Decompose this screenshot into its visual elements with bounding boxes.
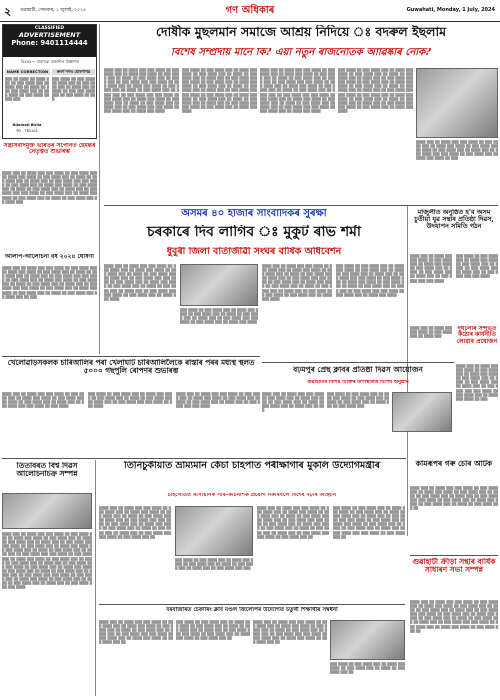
left-article-1-body: ▒▒▒▒ ▒▒▒ ▒▒ ▒▒▒▒ ▒▒▒ ▒▒▒ ▒▒▒▒ ▒▒ ▒▒▒ ▒▒▒▒ ▒▒▒ ▒▒ ▒▒▒▒ ▒▒▒ ▒▒▒▒ ▒▒ ▒▒▒ ▒▒▒▒ ▒▒▒ ▒▒ ▒▒▒▒ ▒▒ ▒▒▒ ▒▒▒▒ ▒▒▒ ▒▒ ▒▒▒▒ ▒▒▒ ▒▒ ▒▒▒ ▒▒▒▒ ▒▒▒ ▒▒▒ ▒▒▒▒ ▒▒ ▒▒▒ ▒▒▒▒ ▒▒▒ ▒▒ ▒▒▒▒ ▒▒▒ ▒▒▒▒ ▒▒ ▒▒▒ ▒▒▒▒ ▒▒▒ ▒▒ ▒▒▒▒ ▒▒ ▒▒▒ ▒▒▒▒ ▒▒▒ ▒▒ ▒▒▒▒ ▒▒▒ ▒▒ ▒▒▒ ▒▒▒▒ ▒▒▒ ▒▒▒ ▒▒▒▒ ▒▒ ▒▒▒ ▒▒▒▒ ▒▒▒ ▒▒ ▒▒▒▒ ▒▒▒ ▒▒▒▒ ▒▒ ▒▒▒ ▒▒▒▒ ▒▒▒ ▒▒ ▒▒▒▒ ▒▒ ▒▒▒ ▒▒▒▒ ▒▒▒ ▒▒ ▒▒▒▒ ▒▒▒ <box>2 171 97 204</box>
bottom-center-col-2: ▒▒▒ ▒▒▒▒ ▒▒ ▒▒▒ ▒▒▒▒ ▒▒▒ ▒▒ ▒▒▒▒ ▒▒▒ ▒▒▒▒ ▒▒ ▒▒▒ ▒▒▒▒ ▒▒▒ ▒▒ ▒▒▒▒ ▒▒ ▒▒▒ ▒▒▒▒ ▒▒▒ ▒▒ ▒▒▒▒ ▒▒▒ ▒▒ ▒▒▒ ▒▒▒▒ ▒▒▒ ▒▒▒ <box>175 558 253 571</box>
main-subheadline: বিশেষ সম্প্ৰদায় মানে কি? এয়া নতুন ৰাজনৈতিক আৱিষ্কাৰ নেকি? <box>170 48 432 58</box>
bottom-left-title: তিতাবৰত বিশ্ব দিৱস আলোচনাচক্ৰ সম্পন্ন <box>16 462 78 478</box>
left-article-2-title: আলাপ-আলোচনা বৰ্ষ ২০২৪ ঘোষণা <box>4 254 95 260</box>
center-kicker: অসমৰ ৪০ হাজাৰ সাংবাদিকৰ সুৰক্ষা <box>181 209 327 219</box>
press-club-title: বঢ়মপুৰ প্ৰেছ ক্লাবৰ প্ৰতিষ্ঠা দিৱস আয়োজন <box>293 366 423 374</box>
bottom-left-photo <box>2 493 92 529</box>
right-col-body-2: ▒▒▒ ▒▒▒▒ ▒▒ ▒▒▒ ▒▒▒▒ ▒▒▒ ▒▒ ▒▒▒▒ ▒▒▒ ▒▒▒▒ ▒▒ ▒▒▒ ▒▒▒▒ ▒▒▒ ▒▒ ▒▒▒▒ ▒▒ ▒▒▒ ▒▒▒▒ ▒▒▒ ▒▒ ▒▒▒▒ ▒▒▒ ▒▒ ▒▒▒ ▒▒▒▒ ▒▒▒ ▒▒▒ ▒▒▒▒ <box>456 254 498 279</box>
bottom-center-headline: তিনিচুকীয়াত ভ্ৰাম্যমান কেঁচা চাহপাত পৰীক্ষাগাৰ মুকলি উদ্যোগমন্ত্ৰীৰ <box>124 461 380 471</box>
bottom-strip-col-3: ▒▒▒▒ ▒▒▒ ▒▒ ▒▒▒▒ ▒▒▒ ▒▒▒ ▒▒▒▒ ▒▒ ▒▒▒ ▒▒▒▒ ▒▒▒ ▒▒ ▒▒▒▒ ▒▒▒ ▒▒▒▒ ▒▒ ▒▒▒ ▒▒▒▒ ▒▒▒ ▒▒ ▒▒▒▒ ▒▒ ▒▒▒ ▒▒▒▒ ▒▒▒ ▒▒ ▒▒▒▒ ▒▒▒ ▒▒ ▒▒▒ ▒▒▒▒ ▒▒▒ ▒▒▒ ▒▒▒▒ ▒▒ ▒▒▒ ▒▒▒▒ ▒▒▒ ▒▒ ▒▒▒▒ ▒▒▒ ▒▒▒▒ ▒▒ ▒▒▒ ▒▒▒▒ ▒▒▒ ▒▒ <box>253 620 327 645</box>
bottom-strip-col-2: ▒▒▒ ▒▒▒▒ ▒▒ ▒▒▒ ▒▒▒▒ ▒▒▒ ▒▒ ▒▒▒▒ ▒▒▒ ▒▒▒▒ ▒▒ ▒▒▒ ▒▒▒▒ ▒▒▒ ▒▒ ▒▒▒▒ ▒▒ ▒▒▒ ▒▒▒▒ ▒▒▒ ▒▒ ▒▒▒▒ ▒▒▒ ▒▒ ▒▒▒ ▒▒▒▒ ▒▒▒ ▒▒▒ ▒▒▒▒ ▒▒ ▒▒▒ ▒▒▒▒ ▒▒▒ ▒▒ ▒▒▒▒ ▒▒▒ ▒▒▒▒ ▒▒ ▒▒▒ ▒▒▒▒ ▒▒▒ ▒▒ <box>176 620 250 641</box>
middle-strip-col-2: ▒▒▒ ▒▒▒▒ ▒▒ ▒▒▒ ▒▒▒▒ ▒▒▒ ▒▒ ▒▒▒▒ ▒▒▒ ▒▒▒▒ ▒▒ ▒▒▒ ▒▒▒▒ ▒▒▒ ▒▒ ▒▒▒▒ ▒▒ ▒▒▒ ▒▒▒▒ ▒▒▒ ▒▒ ▒▒▒▒ ▒▒▒ ▒▒ ▒▒▒ ▒▒▒▒ ▒▒▒ ▒▒▒ ▒▒▒▒ ▒▒ ▒▒▒ ▒▒▒▒ <box>88 392 172 409</box>
right-brief-1-title: দুৰ্ঘটনাৰ সন্দৰ্ভত কঠোৰ কাৰ্যনীতি লোৱাৰ প্ৰয়োজন <box>456 326 498 345</box>
bottom-center-photo <box>175 506 253 556</box>
middle-strip-col-1: ▒▒▒▒ ▒▒▒ ▒▒ ▒▒▒▒ ▒▒▒ ▒▒▒ ▒▒▒▒ ▒▒ ▒▒▒ ▒▒▒▒ ▒▒▒ ▒▒ ▒▒▒▒ ▒▒▒ ▒▒▒▒ ▒▒ ▒▒▒ ▒▒▒▒ ▒▒▒ ▒▒ ▒▒▒▒ ▒▒ ▒▒▒ ▒▒▒▒ ▒▒▒ ▒▒ ▒▒▒▒ ▒▒▒ ▒▒ ▒▒▒ ▒▒▒▒ ▒▒▒ ▒▒▒ ▒▒▒▒ ▒▒ ▒▒▒ ▒▒▒▒ <box>2 392 84 409</box>
date-left: গুৱাহাটী, সোমবাৰ, ১ জুলাই, ২০২৪ <box>20 8 86 13</box>
main-article-photo <box>416 68 498 138</box>
main-article-col-5: ▒▒▒▒ ▒▒▒ ▒▒ ▒▒▒▒ ▒▒▒ ▒▒▒ ▒▒▒▒ ▒▒ ▒▒▒ ▒▒▒▒ ▒▒▒ ▒▒ ▒▒▒▒ ▒▒▒ ▒▒▒▒ ▒▒ ▒▒▒ ▒▒▒▒ ▒▒▒ ▒▒ ▒▒▒▒ ▒▒ ▒▒▒ ▒▒▒▒ ▒▒▒ ▒▒ ▒▒▒▒ ▒▒▒ ▒▒ ▒▒▒ ▒▒▒▒ ▒▒▒ ▒▒▒ ▒▒▒▒ ▒▒ ▒▒▒ ▒▒▒▒ ▒▒▒ ▒▒ ▒▒▒▒ ▒▒▒ ▒▒▒▒ ▒▒ ▒▒▒ <box>416 140 498 161</box>
bottom-strip-photo <box>330 620 405 660</box>
date-right: Guwahati, Monday, 1 July, 2024 <box>406 7 495 13</box>
main-article-col-4: ▒▒▒ ▒▒▒▒ ▒▒ ▒▒▒ ▒▒▒▒ ▒▒▒ ▒▒ ▒▒▒▒ ▒▒▒ ▒▒▒▒ ▒▒ ▒▒▒ ▒▒▒▒ ▒▒▒ ▒▒ ▒▒▒▒ ▒▒ ▒▒▒ ▒▒▒▒ ▒▒▒ ▒▒ ▒▒▒▒ ▒▒▒ ▒▒ ▒▒▒ ▒▒▒▒ ▒▒▒ ▒▒▒ ▒▒▒▒ ▒▒ ▒▒▒ ▒▒▒▒ ▒▒▒ ▒▒ ▒▒▒▒ ▒▒▒ ▒▒▒▒ ▒▒ ▒▒▒ ▒▒▒▒ ▒▒▒ ▒▒ ▒▒▒▒ ▒▒ ▒▒▒ ▒▒▒▒ ▒▒▒ ▒▒ ▒▒▒▒ ▒▒▒ ▒▒ ▒▒▒ ▒▒▒▒ ▒▒▒ ▒▒▒ ▒▒▒▒ ▒▒ ▒▒▒ ▒▒▒▒ ▒▒▒ ▒▒ ▒▒▒▒ ▒▒▒ ▒▒▒▒ ▒▒ ▒▒▒ ▒▒▒▒ ▒▒▒ ▒▒ ▒▒▒▒ ▒▒ ▒▒▒ ▒▒▒▒ ▒▒▒ ▒▒ ▒▒▒▒ ▒▒▒ ▒▒ ▒▒▒ ▒▒▒▒ ▒▒▒ ▒▒▒ ▒▒▒▒ ▒▒ ▒▒▒ ▒▒▒▒ ▒▒▒ ▒▒ ▒▒▒▒ ▒▒▒ ▒▒▒▒ <box>338 68 413 113</box>
classified-body: ▒▒▒ ▒▒ ▒▒▒▒ ▒▒ ▒▒▒▒ ▒▒▒ ▒▒ ▒▒▒ ▒▒▒▒ ▒▒▒ ▒▒ ▒▒▒▒ ▒▒▒ ▒▒ ▒▒▒▒ ▒▒ ▒▒▒ ▒▒▒ ▒▒▒▒ ▒▒▒ ▒▒ ▒▒▒ ▒▒▒▒ ▒▒ ▒▒▒ ▒▒▒▒ ▒▒ ▒▒▒ ▒▒▒ <box>5 77 49 102</box>
bottom-center-col-4: ▒▒▒ ▒▒▒▒ ▒▒ ▒▒▒ ▒▒▒▒ ▒▒▒ ▒▒ ▒▒▒▒ ▒▒▒ ▒▒▒▒ ▒▒ ▒▒▒ ▒▒▒▒ ▒▒▒ ▒▒ ▒▒▒▒ ▒▒ ▒▒▒ ▒▒▒▒ ▒▒▒ ▒▒ ▒▒▒▒ ▒▒▒ ▒▒ ▒▒▒ ▒▒▒▒ ▒▒▒ ▒▒▒ ▒▒▒▒ ▒▒ ▒▒▒ ▒▒▒▒ ▒▒▒ ▒▒ ▒▒▒▒ ▒▒▒ ▒▒▒▒ ▒▒ ▒▒▒ ▒▒▒▒ ▒▒▒ ▒▒ ▒▒▒▒ ▒▒ ▒▒▒ ▒▒▒▒ ▒▒▒ ▒▒ ▒▒▒▒ ▒▒▒ ▒▒ ▒▒▒ ▒▒▒▒ ▒▒▒ ▒▒▒ ▒▒▒▒ ▒▒ ▒▒▒ ▒▒▒▒ ▒▒▒ ▒▒ <box>333 506 405 539</box>
center-photo <box>180 264 258 306</box>
center-col-4: ▒▒▒ ▒▒▒▒ ▒▒ ▒▒▒ ▒▒▒▒ ▒▒▒ ▒▒ ▒▒▒▒ ▒▒▒ ▒▒▒▒ ▒▒ ▒▒▒ ▒▒▒▒ ▒▒▒ ▒▒ ▒▒▒▒ ▒▒ ▒▒▒ ▒▒▒▒ ▒▒▒ ▒▒ ▒▒▒▒ ▒▒▒ ▒▒ ▒▒▒ ▒▒▒▒ ▒▒▒ ▒▒▒ ▒▒▒▒ ▒▒ ▒▒▒ ▒▒▒▒ ▒▒▒ ▒▒ ▒▒▒▒ ▒▒▒ ▒▒▒▒ ▒▒ ▒▒▒ ▒▒▒▒ ▒▒▒ ▒▒ ▒▒▒▒ ▒▒ ▒▒▒ ▒▒▒▒ ▒▒▒ ▒▒ ▒▒▒▒ ▒▒▒ ▒▒ ▒▒▒ ▒▒▒▒ ▒▒▒ ▒▒▒ ▒▒▒▒ ▒▒ ▒▒▒ ▒▒▒▒ ▒▒▒ ▒▒ ▒▒▒▒ ▒▒▒ ▒▒▒▒ <box>336 264 404 297</box>
bottom-center-subhead: চাহখেতিত ৰাসায়নিক সাৰ-কীটনাশক প্ৰয়োগ নকৰিবলৈ বিশেষ বঢ়াৰ আহ্বান <box>167 493 337 498</box>
center-col-2: ▒▒▒ ▒▒▒▒ ▒▒ ▒▒▒ ▒▒▒▒ ▒▒▒ ▒▒ ▒▒▒▒ ▒▒▒ ▒▒▒▒ ▒▒ ▒▒▒ ▒▒▒▒ ▒▒▒ ▒▒ ▒▒▒▒ ▒▒ ▒▒▒ ▒▒▒▒ ▒▒▒ ▒▒ ▒▒▒▒ ▒▒▒ ▒▒ ▒▒▒ ▒▒▒▒ ▒▒▒ ▒▒▒ ▒▒▒▒ ▒▒ ▒▒▒ ▒▒▒▒ ▒▒▒ ▒▒ ▒▒▒▒ ▒▒▒ ▒▒▒▒ <box>180 308 258 325</box>
classified-ad-label: ADVERTISEMENT <box>18 31 81 39</box>
bottom-center-col-3: ▒▒▒▒ ▒▒▒ ▒▒ ▒▒▒▒ ▒▒▒ ▒▒▒ ▒▒▒▒ ▒▒ ▒▒▒ ▒▒▒▒ ▒▒▒ ▒▒ ▒▒▒▒ ▒▒▒ ▒▒▒▒ ▒▒ ▒▒▒ ▒▒▒▒ ▒▒▒ ▒▒ ▒▒▒▒ ▒▒ ▒▒▒ ▒▒▒▒ ▒▒▒ ▒▒ ▒▒▒▒ ▒▒▒ ▒▒ ▒▒▒ ▒▒▒▒ ▒▒▒ ▒▒▒ ▒▒▒▒ ▒▒ ▒▒▒ ▒▒▒▒ ▒▒▒ ▒▒ ▒▒▒▒ ▒▒▒ ▒▒▒▒ ▒▒ ▒▒▒ ▒▒▒▒ ▒▒▒ ▒▒ ▒▒▒▒ ▒▒ ▒▒▒ ▒▒▒▒ ▒▒▒ ▒▒ ▒▒▒▒ ▒▒▒ ▒▒ ▒▒▒ ▒▒▒▒ ▒▒▒ ▒▒▒ ▒▒▒▒ ▒▒ ▒▒▒ ▒▒▒▒ ▒▒▒ ▒▒ <box>257 506 329 539</box>
classified-phone: Phone: 9401114444 <box>11 39 88 47</box>
right-col-body-3: ▒▒▒▒ ▒▒▒ ▒▒ ▒▒▒▒ ▒▒▒ ▒▒▒ ▒▒▒▒ ▒▒ ▒▒▒ ▒▒▒▒ ▒▒▒ ▒▒ ▒▒▒▒ ▒▒▒ <box>410 326 452 339</box>
classified-title: CLASSIFIED <box>34 26 65 31</box>
center-headline: চৰকাৰে দিব লাগিব ঃ মুকুট ৰাভ শৰ্মা <box>147 225 361 240</box>
kamrup-title: কামৰূপৰ গৰু চোৰ আটক <box>415 460 493 468</box>
middle-strip-col-3: ▒▒▒▒ ▒▒▒ ▒▒ ▒▒▒▒ ▒▒▒ ▒▒▒ ▒▒▒▒ ▒▒ ▒▒▒ ▒▒▒▒ ▒▒▒ ▒▒ ▒▒▒▒ ▒▒▒ ▒▒▒▒ ▒▒ ▒▒▒ ▒▒▒▒ ▒▒▒ ▒▒ ▒▒▒▒ ▒▒ ▒▒▒ ▒▒▒▒ ▒▒▒ ▒▒ ▒▒▒▒ ▒▒▒ ▒▒ ▒▒▒ ▒▒▒▒ ▒▒▒ ▒▒▒ ▒▒▒▒ <box>176 392 260 409</box>
page-header <box>0 0 500 22</box>
bottom-right-body: ▒▒▒▒ ▒▒▒ ▒▒ ▒▒▒▒ ▒▒▒ ▒▒▒ ▒▒▒▒ ▒▒ ▒▒▒ ▒▒▒▒ ▒▒▒ ▒▒ ▒▒▒▒ ▒▒▒ ▒▒▒▒ ▒▒ ▒▒▒ ▒▒▒▒ ▒▒▒ ▒▒ ▒▒▒▒ ▒▒ ▒▒▒ ▒▒▒▒ ▒▒▒ ▒▒ ▒▒▒▒ ▒▒▒ ▒▒ ▒▒▒ ▒▒▒▒ ▒▒▒ ▒▒▒ ▒▒▒▒ ▒▒ ▒▒▒ ▒▒▒▒ ▒▒▒ ▒▒ ▒▒▒▒ ▒▒▒ ▒▒▒▒ ▒▒ ▒▒▒ ▒▒▒▒ ▒▒▒ ▒▒ ▒▒▒▒ ▒▒ ▒▒▒ ▒▒▒▒ ▒▒▒ ▒▒ ▒▒▒▒ ▒▒▒ ▒▒ ▒▒▒ ▒▒▒▒ ▒▒▒ ▒▒▒ ▒▒▒▒ ▒▒ ▒▒▒ ▒▒▒▒ ▒▒▒ ▒▒ ▒▒▒▒ ▒▒▒ ▒▒▒▒ ▒▒ ▒▒▒ ▒▒▒▒ ▒▒▒ ▒▒ <box>410 600 498 633</box>
left-article-1-title: সন্ত্ৰাসবাদমুক্ত ভাৰতৰ সপোনত হেমন্তৰ নেতৃত্বত শুভাৰম্ভ <box>3 143 96 156</box>
classified-header <box>3 25 96 57</box>
name-correction-title: NAME CORRECTION <box>6 69 49 74</box>
main-article-col-3: ▒▒▒▒ ▒▒▒ ▒▒ ▒▒▒▒ ▒▒▒ ▒▒▒ ▒▒▒▒ ▒▒ ▒▒▒ ▒▒▒▒ ▒▒▒ ▒▒ ▒▒▒▒ ▒▒▒ ▒▒▒▒ ▒▒ ▒▒▒ ▒▒▒▒ ▒▒▒ ▒▒ ▒▒▒▒ ▒▒ ▒▒▒ ▒▒▒▒ ▒▒▒ ▒▒ ▒▒▒▒ ▒▒▒ ▒▒ ▒▒▒ ▒▒▒▒ ▒▒▒ ▒▒▒ ▒▒▒▒ ▒▒ ▒▒▒ ▒▒▒▒ ▒▒▒ ▒▒ ▒▒▒▒ ▒▒▒ ▒▒▒▒ ▒▒ ▒▒▒ ▒▒▒▒ ▒▒▒ ▒▒ ▒▒▒▒ ▒▒ ▒▒▒ ▒▒▒▒ ▒▒▒ ▒▒ ▒▒▒▒ ▒▒▒ ▒▒ ▒▒▒ ▒▒▒▒ ▒▒▒ ▒▒▒ ▒▒▒▒ ▒▒ ▒▒▒ ▒▒▒▒ ▒▒▒ ▒▒ ▒▒▒▒ ▒▒▒ ▒▒▒▒ ▒▒ ▒▒▒ ▒▒▒▒ ▒▒▒ ▒▒ ▒▒▒▒ ▒▒ ▒▒▒ ▒▒▒▒ ▒▒▒ ▒▒ ▒▒▒▒ ▒▒▒ ▒▒ ▒▒▒ ▒▒▒▒ ▒▒▒ ▒▒▒ ▒▒▒▒ ▒▒ ▒▒▒ ▒▒▒▒ ▒▒▒ ▒▒ ▒▒▒▒ ▒▒▒ ▒▒▒▒ <box>260 68 335 113</box>
classified-subline: বিঃদ্ৰঃ— ৰাজহুৱা প্ৰকাশিত বিজ্ঞাপন <box>20 59 80 64</box>
press-club-photo <box>392 392 452 432</box>
right-brief-1-body: ▒▒▒▒ ▒▒▒ ▒▒ ▒▒▒▒ ▒▒▒ ▒▒▒ ▒▒▒▒ ▒▒ ▒▒▒ ▒▒▒▒ ▒▒▒ ▒▒ ▒▒▒▒ ▒▒▒ ▒▒▒▒ ▒▒ ▒▒▒ ▒▒▒▒ ▒▒▒ ▒▒ ▒▒▒▒ ▒▒ ▒▒▒ ▒▒▒▒ ▒▒▒ ▒▒ ▒▒▒▒ ▒▒▒ ▒▒ ▒▒▒ ▒▒▒▒ ▒▒▒ ▒▒▒ ▒▒▒▒ ▒▒ ▒▒▒ ▒▒▒▒ ▒▒▒ ▒▒ ▒▒▒▒ ▒▒▒ ▒▒▒▒ ▒▒ ▒▒▒ <box>456 364 498 401</box>
main-article-col-2: ▒▒▒ ▒▒▒▒ ▒▒ ▒▒▒ ▒▒▒▒ ▒▒▒ ▒▒ ▒▒▒▒ ▒▒▒ ▒▒▒▒ ▒▒ ▒▒▒ ▒▒▒▒ ▒▒▒ ▒▒ ▒▒▒▒ ▒▒ ▒▒▒ ▒▒▒▒ ▒▒▒ ▒▒ ▒▒▒▒ ▒▒▒ ▒▒ ▒▒▒ ▒▒▒▒ ▒▒▒ ▒▒▒ ▒▒▒▒ ▒▒ ▒▒▒ ▒▒▒▒ ▒▒▒ ▒▒ ▒▒▒▒ ▒▒▒ ▒▒▒▒ ▒▒ ▒▒▒ ▒▒▒▒ ▒▒▒ ▒▒ ▒▒▒▒ ▒▒ ▒▒▒ ▒▒▒▒ ▒▒▒ ▒▒ ▒▒▒▒ ▒▒▒ ▒▒ ▒▒▒ ▒▒▒▒ ▒▒▒ ▒▒▒ ▒▒▒▒ ▒▒ ▒▒▒ ▒▒▒▒ ▒▒▒ ▒▒ ▒▒▒▒ ▒▒▒ ▒▒▒▒ ▒▒ ▒▒▒ ▒▒▒▒ ▒▒▒ ▒▒ ▒▒▒▒ ▒▒ ▒▒▒ ▒▒▒▒ ▒▒▒ ▒▒ ▒▒▒▒ ▒▒▒ ▒▒ ▒▒▒ ▒▒▒▒ ▒▒▒ ▒▒▒ ▒▒▒▒ ▒▒ ▒▒▒ ▒▒▒▒ ▒▒▒ ▒▒ ▒▒▒▒ ▒▒▒ ▒▒▒▒ <box>182 68 257 113</box>
classified-name: Nijamati Biriia <box>12 123 42 127</box>
right-headline: মাজুলীত অনুষ্ঠিত হ'ব অসম চুতীয়া যুৱ সন্থাৰ প্ৰতিষ্ঠা দিৱস, উদযাপন সমিতি গঠন <box>414 209 494 230</box>
main-article-col-1: ▒▒▒▒ ▒▒▒ ▒▒ ▒▒▒▒ ▒▒▒ ▒▒▒ ▒▒▒▒ ▒▒ ▒▒▒ ▒▒▒▒ ▒▒▒ ▒▒ ▒▒▒▒ ▒▒▒ ▒▒▒▒ ▒▒ ▒▒▒ ▒▒▒▒ ▒▒▒ ▒▒ ▒▒▒▒ ▒▒ ▒▒▒ ▒▒▒▒ ▒▒▒ ▒▒ ▒▒▒▒ ▒▒▒ ▒▒ ▒▒▒ ▒▒▒▒ ▒▒▒ ▒▒▒ ▒▒▒▒ ▒▒ ▒▒▒ ▒▒▒▒ ▒▒▒ ▒▒ ▒▒▒▒ ▒▒▒ ▒▒▒▒ ▒▒ ▒▒▒ ▒▒▒▒ ▒▒▒ ▒▒ ▒▒▒▒ ▒▒ ▒▒▒ ▒▒▒▒ ▒▒▒ ▒▒ ▒▒▒▒ ▒▒▒ ▒▒ ▒▒▒ ▒▒▒▒ ▒▒▒ ▒▒▒ ▒▒▒▒ ▒▒ ▒▒▒ ▒▒▒▒ ▒▒▒ ▒▒ ▒▒▒▒ ▒▒▒ ▒▒▒▒ ▒▒ ▒▒▒ ▒▒▒▒ ▒▒▒ ▒▒ ▒▒▒▒ ▒▒ ▒▒▒ ▒▒▒▒ ▒▒▒ ▒▒ ▒▒▒▒ ▒▒▒ ▒▒ ▒▒▒ ▒▒▒▒ ▒▒▒ ▒▒▒ ▒▒▒▒ ▒▒ ▒▒▒ ▒▒▒▒ ▒▒▒ ▒▒ ▒▒▒▒ ▒▒▒ ▒▒▒▒ <box>104 68 179 113</box>
bottom-strip-headline: বৰবাজাৰত চেকাৰিং ক্লাব মণ্ডল জিলেপিৰ উদ্যোগত চতুৰ্থী শিক্ষাৰ্থীৰ সম্বৰ্ধনা <box>166 607 338 613</box>
affidavit-body: ▒▒▒ ▒▒▒▒ ▒▒ ▒▒▒ ▒▒▒▒ ▒▒ ▒▒▒▒ ▒▒▒ ▒▒ ▒▒▒ ▒▒▒▒ ▒▒▒ ▒▒ ▒▒▒▒ ▒▒▒ ▒▒ ▒▒▒▒ ▒▒ ▒▒▒ ▒▒▒ ▒▒▒▒ ▒▒▒ ▒▒ ▒▒▒ ▒▒▒▒ ▒▒ ▒▒▒ <box>52 77 95 102</box>
bottom-strip-col-1: ▒▒▒▒ ▒▒▒ ▒▒ ▒▒▒▒ ▒▒▒ ▒▒▒ ▒▒▒▒ ▒▒ ▒▒▒ ▒▒▒▒ ▒▒▒ ▒▒ ▒▒▒▒ ▒▒▒ ▒▒▒▒ ▒▒ ▒▒▒ ▒▒▒▒ ▒▒▒ ▒▒ ▒▒▒▒ ▒▒ ▒▒▒ ▒▒▒▒ ▒▒▒ ▒▒ ▒▒▒▒ ▒▒▒ ▒▒ ▒▒▒ ▒▒▒▒ ▒▒▒ ▒▒▒ ▒▒▒▒ ▒▒ ▒▒▒ ▒▒▒▒ ▒▒▒ ▒▒ ▒▒▒▒ ▒▒▒ ▒▒▒▒ ▒▒ ▒▒▒ ▒▒▒▒ ▒▒▒ ▒▒ <box>99 620 173 645</box>
bottom-left-body: ▒▒▒▒ ▒▒▒ ▒▒ ▒▒▒▒ ▒▒▒ ▒▒▒ ▒▒▒▒ ▒▒ ▒▒▒ ▒▒▒▒ ▒▒▒ ▒▒ ▒▒▒▒ ▒▒▒ ▒▒▒▒ ▒▒ ▒▒▒ ▒▒▒▒ ▒▒▒ ▒▒ ▒▒▒▒ ▒▒ ▒▒▒ ▒▒▒▒ ▒▒▒ ▒▒ ▒▒▒▒ ▒▒▒ ▒▒ ▒▒▒ ▒▒▒▒ ▒▒▒ ▒▒▒ ▒▒▒▒ ▒▒ ▒▒▒ ▒▒▒▒ ▒▒▒ ▒▒ ▒▒▒▒ ▒▒▒ ▒▒▒▒ ▒▒ ▒▒▒ ▒▒▒▒ ▒▒▒ ▒▒ ▒▒▒▒ ▒▒ ▒▒▒ ▒▒▒▒ ▒▒▒ ▒▒ ▒▒▒▒ ▒▒▒ ▒▒ ▒▒▒ ▒▒▒▒ ▒▒▒ ▒▒▒ ▒▒▒▒ ▒▒ ▒▒▒ ▒▒▒▒ ▒▒▒ ▒▒ ▒▒▒▒ ▒▒▒ ▒▒▒▒ ▒▒ ▒▒▒ ▒▒▒▒ ▒▒▒ ▒▒ ▒▒▒▒ ▒▒ ▒▒▒ ▒▒▒▒ ▒▒▒ ▒▒ ▒▒▒▒ ▒▒▒ ▒▒ ▒▒▒ ▒▒▒▒ ▒▒▒ ▒▒▒ ▒▒▒▒ ▒▒ ▒▒▒ ▒▒▒▒ ▒▒▒ ▒▒ ▒▒▒▒ ▒▒▒ ▒▒▒▒ ▒▒ ▒▒▒ ▒▒▒▒ ▒▒▒ ▒▒ ▒▒▒▒ ▒▒ ▒▒▒ ▒▒▒▒ ▒▒▒ ▒▒ ▒▒▒▒ ▒▒▒ ▒▒ ▒▒▒ ▒▒▒▒ ▒▒▒ ▒▒▒ ▒▒▒▒ ▒▒ ▒▒▒ ▒▒▒▒ ▒▒▒ ▒▒ ▒▒▒▒ ▒▒▒ ▒▒▒▒ ▒▒ ▒▒▒ ▒▒▒▒ ▒▒▒ ▒▒ ▒▒▒▒ ▒▒ ▒▒▒ ▒▒▒▒ ▒▒▒ ▒▒ ▒▒▒▒ ▒▒▒ ▒▒ ▒▒▒ ▒▒▒▒ ▒▒▒ ▒▒▒ ▒▒▒▒ <box>2 532 92 590</box>
kamrup-body: ▒▒▒▒ ▒▒▒ ▒▒ ▒▒▒▒ ▒▒▒ ▒▒▒ ▒▒▒▒ ▒▒ ▒▒▒ ▒▒▒▒ ▒▒▒ ▒▒ ▒▒▒▒ ▒▒▒ ▒▒▒▒ ▒▒ ▒▒▒ ▒▒▒▒ ▒▒▒ ▒▒ ▒▒▒▒ ▒▒ ▒▒▒ ▒▒▒▒ ▒▒▒ ▒▒ ▒▒▒▒ ▒▒▒ ▒▒ ▒▒▒ ▒▒▒▒ ▒▒▒ ▒▒▒ ▒▒▒▒ ▒▒ ▒▒▒ ▒▒▒▒ ▒▒▒ ▒▒ ▒▒▒▒ ▒▒▒ ▒▒▒▒ ▒▒ ▒▒▒ ▒▒▒▒ ▒▒▒ ▒▒ ▒▒▒▒ ▒▒ ▒▒▒ ▒▒▒▒ ▒▒▒ ▒▒ <box>410 486 498 511</box>
main-headline: দোষীক মুছলমান সমাজে আশ্ৰয় নিদিয়ে ঃ বদৰুল ইছলাম <box>155 25 447 39</box>
right-col-body-1: ▒▒▒▒ ▒▒▒ ▒▒ ▒▒▒▒ ▒▒▒ ▒▒▒ ▒▒▒▒ ▒▒ ▒▒▒ ▒▒▒▒ ▒▒▒ ▒▒ ▒▒▒▒ ▒▒▒ ▒▒▒▒ ▒▒ ▒▒▒ ▒▒▒▒ ▒▒▒ ▒▒ ▒▒▒▒ ▒▒ ▒▒▒ ▒▒▒▒ ▒▒▒ ▒▒ ▒▒▒▒ ▒▒▒ ▒▒ ▒▒▒ ▒▒▒▒ ▒▒▒ ▒▒▒ ▒▒▒▒ <box>410 254 452 283</box>
center-subhead: ধুবুৰী জিলা বাৰ্তাজীৱী সংঘৰ বাৰ্ষিক অধিবেশন <box>166 247 342 257</box>
bottom-center-col-1: ▒▒▒▒ ▒▒▒ ▒▒ ▒▒▒▒ ▒▒▒ ▒▒▒ ▒▒▒▒ ▒▒ ▒▒▒ ▒▒▒▒ ▒▒▒ ▒▒ ▒▒▒▒ ▒▒▒ ▒▒▒▒ ▒▒ ▒▒▒ ▒▒▒▒ ▒▒▒ ▒▒ ▒▒▒▒ ▒▒ ▒▒▒ ▒▒▒▒ ▒▒▒ ▒▒ ▒▒▒▒ ▒▒▒ ▒▒ ▒▒▒ ▒▒▒▒ ▒▒▒ ▒▒▒ ▒▒▒▒ ▒▒ ▒▒▒ ▒▒▒▒ ▒▒▒ ▒▒ ▒▒▒▒ ▒▒▒ ▒▒▒▒ ▒▒ ▒▒▒ ▒▒▒▒ ▒▒▒ ▒▒ ▒▒▒▒ ▒▒ ▒▒▒ ▒▒▒▒ ▒▒▒ ▒▒ ▒▒▒▒ ▒▒▒ ▒▒ ▒▒▒ ▒▒▒▒ ▒▒▒ ▒▒▒ ▒▒▒▒ ▒▒ ▒▒▒ ▒▒▒▒ ▒▒▒ ▒▒ <box>99 506 171 539</box>
page-number: ২ <box>4 5 12 17</box>
press-club-col-1: ▒▒▒▒ ▒▒▒ ▒▒ ▒▒▒▒ ▒▒▒ ▒▒▒ ▒▒▒▒ ▒▒ ▒▒▒ ▒▒▒▒ ▒▒▒ ▒▒ ▒▒▒▒ ▒▒▒ ▒▒▒▒ ▒▒ ▒▒▒ ▒▒▒▒ ▒▒▒ ▒▒ ▒▒▒▒ ▒▒ ▒▒▒ ▒▒▒▒ ▒▒▒ ▒▒ ▒▒▒▒ ▒▒▒ ▒▒ ▒▒▒ <box>262 392 324 413</box>
bottom-strip-col-4: ▒▒▒ ▒▒▒▒ ▒▒ ▒▒▒ ▒▒▒▒ ▒▒▒ ▒▒ ▒▒▒▒ ▒▒▒ ▒▒▒▒ ▒▒ ▒▒▒ ▒▒▒▒ ▒▒▒ ▒▒ ▒▒▒▒ ▒▒ ▒▒▒ ▒▒▒▒ ▒▒▒ ▒▒ <box>330 662 405 675</box>
center-col-1: ▒▒▒▒ ▒▒▒ ▒▒ ▒▒▒▒ ▒▒▒ ▒▒▒ ▒▒▒▒ ▒▒ ▒▒▒ ▒▒▒▒ ▒▒▒ ▒▒ ▒▒▒▒ ▒▒▒ ▒▒▒▒ ▒▒ ▒▒▒ ▒▒▒▒ ▒▒▒ ▒▒ ▒▒▒▒ ▒▒ ▒▒▒ ▒▒▒▒ ▒▒▒ ▒▒ ▒▒▒▒ ▒▒▒ ▒▒ ▒▒▒ ▒▒▒▒ ▒▒▒ ▒▒▒ ▒▒▒▒ ▒▒ ▒▒▒ ▒▒▒▒ ▒▒▒ ▒▒ ▒▒▒▒ ▒▒▒ ▒▒▒▒ ▒▒ ▒▒▒ ▒▒▒▒ ▒▒▒ ▒▒ ▒▒▒▒ ▒▒ ▒▒▒ ▒▒▒▒ ▒▒▒ ▒▒ ▒▒▒▒ ▒▒▒ ▒▒ ▒▒▒ ▒▒▒▒ ▒▒▒ ▒▒▒ ▒▒▒▒ ▒▒ ▒▒▒ ▒▒▒▒ ▒▒▒ ▒▒ ▒▒▒▒ ▒▒▒ ▒▒▒▒ <box>104 264 176 301</box>
press-club-col-2: ▒▒▒ ▒▒▒▒ ▒▒ ▒▒▒ ▒▒▒▒ ▒▒▒ ▒▒ ▒▒▒▒ ▒▒▒ ▒▒▒▒ ▒▒ ▒▒▒ ▒▒▒▒ ▒▒▒ ▒▒ ▒▒▒▒ ▒▒ ▒▒▒ ▒▒▒▒ ▒▒▒ ▒▒ ▒▒▒▒ ▒▒▒ ▒▒ ▒▒▒ ▒▒▒▒ ▒▒▒ <box>327 392 389 409</box>
bottom-right-title: গুৱাহাটী ক্ৰীড়া সন্থাৰ বাৰ্ষিক সাধাৰণ সভা সম্পন্ন <box>412 558 496 574</box>
classified-place: PO - 781102 <box>16 129 38 133</box>
masthead: গণ অধিকাৰ <box>225 5 275 16</box>
affidavit-title: ৰুবৰ্ণ শপত ঘোষণাপত্ৰ <box>52 69 95 75</box>
left-article-2-body: ▒▒▒▒ ▒▒▒ ▒▒ ▒▒▒▒ ▒▒▒ ▒▒▒ ▒▒▒▒ ▒▒ ▒▒▒ ▒▒▒▒ ▒▒▒ ▒▒ ▒▒▒▒ ▒▒▒ ▒▒▒▒ ▒▒ ▒▒▒ ▒▒▒▒ ▒▒▒ ▒▒ ▒▒▒▒ ▒▒ ▒▒▒ ▒▒▒▒ ▒▒▒ ▒▒ ▒▒▒▒ ▒▒▒ ▒▒ ▒▒▒ ▒▒▒▒ ▒▒▒ ▒▒▒ ▒▒▒▒ ▒▒ ▒▒▒ ▒▒▒▒ ▒▒▒ ▒▒ ▒▒▒▒ ▒▒▒ ▒▒▒▒ ▒▒ ▒▒▒ ▒▒▒▒ ▒▒▒ ▒▒ ▒▒▒▒ ▒▒ ▒▒▒ ▒▒▒▒ ▒▒▒ ▒▒ ▒▒▒▒ ▒▒▒ ▒▒ ▒▒▒ ▒▒▒▒ ▒▒▒ ▒▒▒ ▒▒▒▒ ▒▒ ▒▒▒ ▒▒▒▒ ▒▒▒ ▒▒ ▒▒▒▒ ▒▒▒ ▒▒▒▒ ▒▒ ▒▒▒ ▒▒▒▒ ▒▒▒ ▒▒ ▒▒▒▒ ▒▒ ▒▒▒ ▒▒▒▒ ▒▒▒ ▒▒ ▒▒▒▒ ▒▒▒ ▒▒ ▒▒▒ <box>2 266 97 299</box>
classified-box <box>2 24 97 139</box>
middle-strip-headline: খেলোৱাড়সকলক চাৰিআলিৰ পৰা খেলাঘাট চাৰিআলিলৈকে ৰাস্তাৰ পৰৰ মধ্যস্থ স্থলত ৫০০০ গছপুলি ৰোপণৰ শুভাৰম্ভ <box>7 359 255 375</box>
press-club-subtitle: গুৱাহাটীৰ বিশিষ্ট ব্যক্তিৰ উপস্থিতিত বিশেষ অনুষ্ঠান <box>307 380 409 385</box>
center-col-3: ▒▒▒▒ ▒▒▒ ▒▒ ▒▒▒▒ ▒▒▒ ▒▒▒ ▒▒▒▒ ▒▒ ▒▒▒ ▒▒▒▒ ▒▒▒ ▒▒ ▒▒▒▒ ▒▒▒ ▒▒▒▒ ▒▒ ▒▒▒ ▒▒▒▒ ▒▒▒ ▒▒ ▒▒▒▒ ▒▒ ▒▒▒ ▒▒▒▒ ▒▒▒ ▒▒ ▒▒▒▒ ▒▒▒ ▒▒ ▒▒▒ ▒▒▒▒ ▒▒▒ ▒▒▒ ▒▒▒▒ ▒▒ ▒▒▒ ▒▒▒▒ ▒▒▒ ▒▒ ▒▒▒▒ ▒▒▒ ▒▒▒▒ ▒▒ ▒▒▒ ▒▒▒▒ ▒▒▒ ▒▒ ▒▒▒▒ ▒▒ ▒▒▒ ▒▒▒▒ ▒▒▒ ▒▒ ▒▒▒▒ ▒▒▒ ▒▒ ▒▒▒ ▒▒▒▒ ▒▒▒ ▒▒▒ ▒▒▒▒ ▒▒ ▒▒▒ ▒▒▒▒ ▒▒▒ ▒▒ ▒▒▒▒ ▒▒▒ ▒▒▒▒ <box>262 264 332 301</box>
